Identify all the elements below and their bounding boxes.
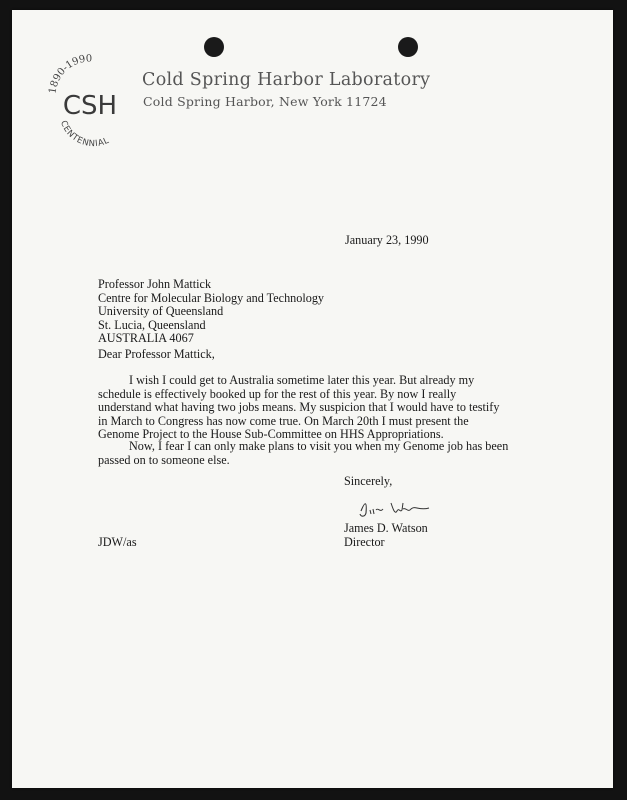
handwritten-signature xyxy=(357,495,437,521)
typist-initials: JDW/as xyxy=(98,535,137,549)
csh-centennial-logo xyxy=(40,52,140,152)
punch-hole-right xyxy=(398,37,418,57)
paragraph-2 xyxy=(98,440,518,467)
logo-caption-path: CENTENNIAL xyxy=(57,119,111,150)
organization-address: Cold Spring Harbor, New York 11724 xyxy=(143,94,387,109)
letter-date: January 23, 1990 xyxy=(345,233,429,247)
logo-years-path: 1890-1990 xyxy=(47,53,93,95)
paragraph-line: understand what having two jobs means. My suspicion that I would have to testify xyxy=(98,400,500,415)
logo-mark: CSH xyxy=(62,91,118,121)
paragraph-line: Genome Project to the House Sub-Committee on HHS Appropriations. xyxy=(98,427,444,442)
paragraph-line: in March to Congress has now come true. On March 20th I must present the xyxy=(98,413,469,428)
signer-name: James D. Watson xyxy=(344,521,428,535)
recipient-line: AUSTRALIA 4067 xyxy=(98,331,194,346)
paragraph-line: I wish I could get to Australia sometime later this year. But already my xyxy=(129,373,475,387)
signer-title: Director xyxy=(344,535,385,549)
organization-name: Cold Spring Harbor Laboratory xyxy=(142,70,431,90)
recipient-line: St. Lucia, Queensland xyxy=(98,317,206,332)
salutation: Dear Professor Mattick, xyxy=(98,347,215,361)
paragraph-line: passed on to someone else. xyxy=(98,452,230,467)
paragraph-1 xyxy=(98,374,518,442)
recipient-line: University of Queensland xyxy=(98,304,224,319)
recipient-line: Centre for Molecular Biology and Technology xyxy=(98,290,325,305)
recipient-line: Professor John Mattick xyxy=(98,277,212,291)
letter-page xyxy=(12,10,613,788)
recipient-address xyxy=(98,278,324,346)
closing: Sincerely, xyxy=(344,474,393,488)
punch-hole-left xyxy=(204,37,224,57)
paragraph-line: schedule is effectively booked up for the rest of this year. By now I really xyxy=(98,386,457,401)
paragraph-line: Now, I fear I can only make plans to visit you when my Genome job has been xyxy=(129,439,509,453)
logo-caption xyxy=(58,119,111,149)
logo-years xyxy=(47,53,92,94)
